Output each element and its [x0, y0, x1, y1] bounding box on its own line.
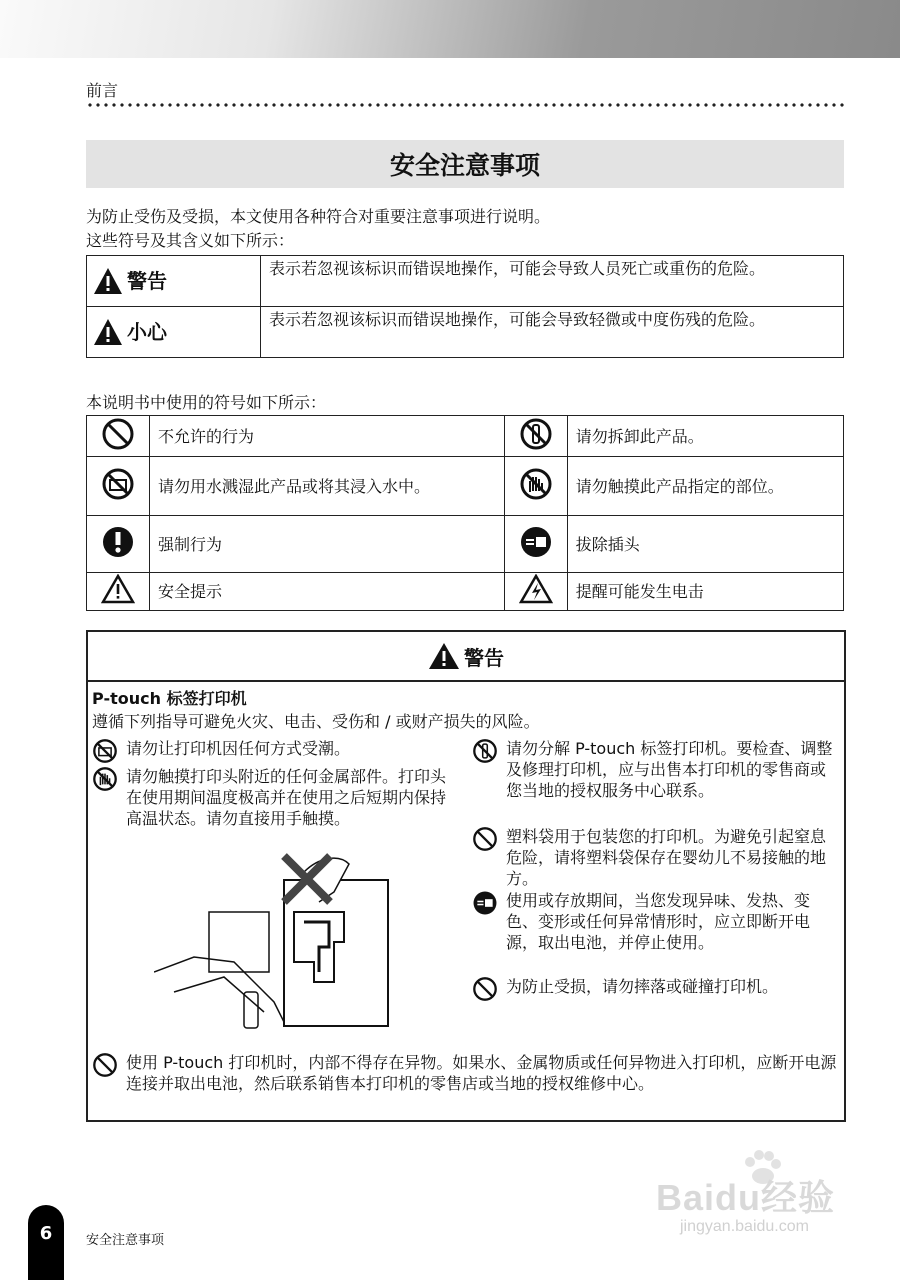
warning-box-header — [88, 632, 844, 682]
watermark-url: jingyan.baidu.com — [680, 1218, 809, 1235]
symbol-text: 请勿触摸此产品指定的部位。 — [567, 457, 843, 516]
level-label-warning: 警告 — [127, 268, 167, 293]
mandatory-icon — [101, 525, 135, 559]
unplug-icon — [472, 890, 498, 916]
watermark — [650, 1150, 860, 1250]
intro-line-1: 为防止受伤及受损，本文使用各种符合对重要注意事项进行说明。 — [86, 207, 551, 226]
symbol-text: 请勿用水溅湿此产品或将其浸入水中。 — [150, 457, 505, 516]
hazard-level-table — [86, 255, 844, 358]
footer-section-label: 安全注意事项 — [86, 1233, 165, 1248]
no-water-icon — [101, 467, 135, 501]
symbol-text: 提醒可能发生电击 — [567, 573, 843, 611]
table-row — [87, 457, 844, 516]
watermark-logo: Baidu经验 — [656, 1177, 836, 1218]
no-touch-icon — [519, 467, 553, 501]
electric-shock-icon — [519, 574, 553, 604]
level-desc-warning: 表示若忽视该标识而错误地操作，可能会导致人员死亡或重伤的危险。 — [261, 256, 844, 307]
table-row — [87, 416, 844, 457]
table-row — [87, 256, 844, 307]
warning-triangle-icon — [428, 642, 460, 670]
symbols-intro: 本说明书中使用的符号如下所示： — [86, 393, 327, 412]
page-number: 6 — [28, 1205, 64, 1280]
caution-icon — [101, 574, 135, 604]
warning-box: 警告 P-touch 标签打印机 遵循下列指导可避免火灾、电击、受伤和 / 或财产损失的风险。 请勿让打印机因任何方式受潮。 请勿触摸打印头附近的任何金属部件。打印头在使用期间温度极高并在使用之后短期内保持高温状态。请勿直接用手触摸。 请勿分解 P-touch 标签打印机。要检查、调整及修理打印机，应与出售本打印机的零售商或您当地的授权服务中心联系。 塑料袋用于包装您的打印机。为避免引起窒息危险，请将塑料袋保存在婴幼儿不易接触的地方。 使用或存放期间，当您发现异味、发热、变色、变形或任何异常情形时，应立即断开电源，取出电池，并停止使用。 为防止受损，请勿摔落或碰撞打印机。 使用 P-touch 打印机时，内部不得存在异物。如果水、金属物质或任何异物进入打印机，应断开电源连接并取出电池，然后联系销售本打印机的零售店或当地的授权维修中心。 — [86, 630, 846, 1122]
warning-box-title: 警告 — [464, 645, 504, 670]
symbol-text: 安全提示 — [150, 573, 505, 611]
prohibited-icon — [472, 976, 498, 1002]
no-disassemble-icon — [519, 417, 553, 451]
no-water-icon — [92, 738, 118, 764]
level-label-caution: 小心 — [127, 319, 167, 344]
level-desc-caution: 表示若忽视该标识而错误地操作，可能会导致轻微或中度伤残的危险。 — [261, 307, 844, 358]
symbol-text: 请勿拆卸此产品。 — [567, 416, 843, 457]
symbol-text: 拔除插头 — [567, 516, 843, 573]
prohibited-icon — [92, 1052, 118, 1078]
top-banner — [0, 0, 900, 58]
warning-subtitle: 遵循下列指导可避免火灾、电击、受伤和 / 或财产损失的风险。 — [92, 712, 540, 731]
product-name: P-touch 标签打印机 — [92, 689, 247, 708]
dotted-divider — [86, 103, 844, 107]
no-touch-icon — [92, 766, 118, 792]
caution-triangle-icon — [93, 318, 123, 346]
table-row — [87, 516, 844, 573]
symbols-table — [86, 415, 844, 611]
section-label: 前言 — [86, 81, 119, 100]
table-row — [87, 307, 844, 358]
no-disassemble-icon — [472, 738, 498, 764]
warning-triangle-icon — [93, 267, 123, 295]
unplug-icon — [519, 525, 553, 559]
intro-line-2: 这些符号及其含义如下所示： — [86, 231, 295, 250]
page-title: 安全注意事项 — [86, 140, 844, 188]
printer-head-illustration — [154, 852, 394, 1032]
prohibited-icon — [101, 417, 135, 451]
prohibited-icon — [472, 826, 498, 852]
intro-text — [86, 205, 550, 253]
symbol-text: 强制行为 — [150, 516, 505, 573]
table-row — [87, 573, 844, 611]
symbol-text: 不允许的行为 — [150, 416, 505, 457]
